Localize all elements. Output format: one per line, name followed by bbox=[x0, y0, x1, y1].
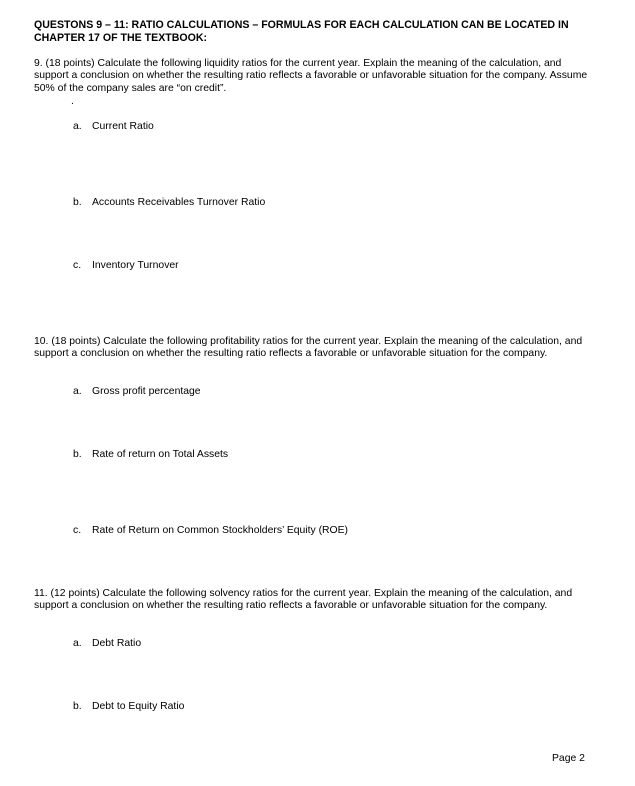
item-letter: a. bbox=[73, 121, 82, 132]
item-letter: b. bbox=[73, 701, 82, 712]
stray-mark: . bbox=[71, 96, 74, 107]
question-11-item-b bbox=[73, 701, 184, 713]
question-9-item-a bbox=[73, 121, 154, 133]
question-9-item-c bbox=[73, 260, 179, 272]
item-label: Current Ratio bbox=[92, 121, 154, 132]
item-label: Rate of Return on Common Stockholders’ Equity (ROE) bbox=[92, 525, 349, 536]
item-label: Inventory Turnover bbox=[92, 260, 179, 271]
item-label: Debt to Equity Ratio bbox=[92, 701, 185, 712]
question-10-item-a bbox=[73, 386, 201, 398]
question-11-item-a bbox=[73, 638, 141, 650]
item-letter: c. bbox=[73, 260, 82, 271]
item-letter: b. bbox=[73, 197, 82, 208]
question-10-text: 10. (18 points) Calculate the following profitability ratios for the current year. Explain the meaning of the calculation, and support a conclusion on whether the resulting ratio reflects a favorable or unfavorable situation for the company. bbox=[34, 336, 583, 360]
item-letter: b. bbox=[73, 449, 82, 460]
item-label: Accounts Receivables Turnover Ratio bbox=[92, 197, 266, 208]
question-10-item-c bbox=[73, 525, 348, 537]
item-label: Rate of return on Total Assets bbox=[92, 449, 229, 460]
item-label: Gross profit percentage bbox=[92, 386, 201, 397]
question-9-item-b bbox=[73, 197, 265, 209]
question-10-item-b bbox=[73, 449, 228, 461]
question-9-text: 9. (18 points) Calculate the following liquidity ratios for the current year. Explain the meaning of the calculation, and support a conclusion on whether the resulting ratio reflects a favorable or unfavorable situation for the company. Assume 50% of the company sales are “on credit”. bbox=[34, 58, 588, 94]
page-number: Page 2 bbox=[552, 753, 585, 764]
item-letter: c. bbox=[73, 525, 82, 536]
item-letter: a. bbox=[73, 638, 82, 649]
item-letter: a. bbox=[73, 386, 82, 397]
question-11-text: 11. (12 points) Calculate the following solvency ratios for the current year. Explain the meaning of the calculation, and support a conclusion on whether the resulting ratio reflects a favorable or unfavorable situation for the company. bbox=[34, 588, 573, 612]
item-label: Debt Ratio bbox=[92, 638, 142, 649]
section-heading: QUESTONS 9 – 11: RATIO CALCULATIONS – FORMULAS FOR EACH CALCULATION CAN BE LOCATED IN CHAPTER 17 OF THE TEXTBOOK: bbox=[34, 19, 569, 44]
